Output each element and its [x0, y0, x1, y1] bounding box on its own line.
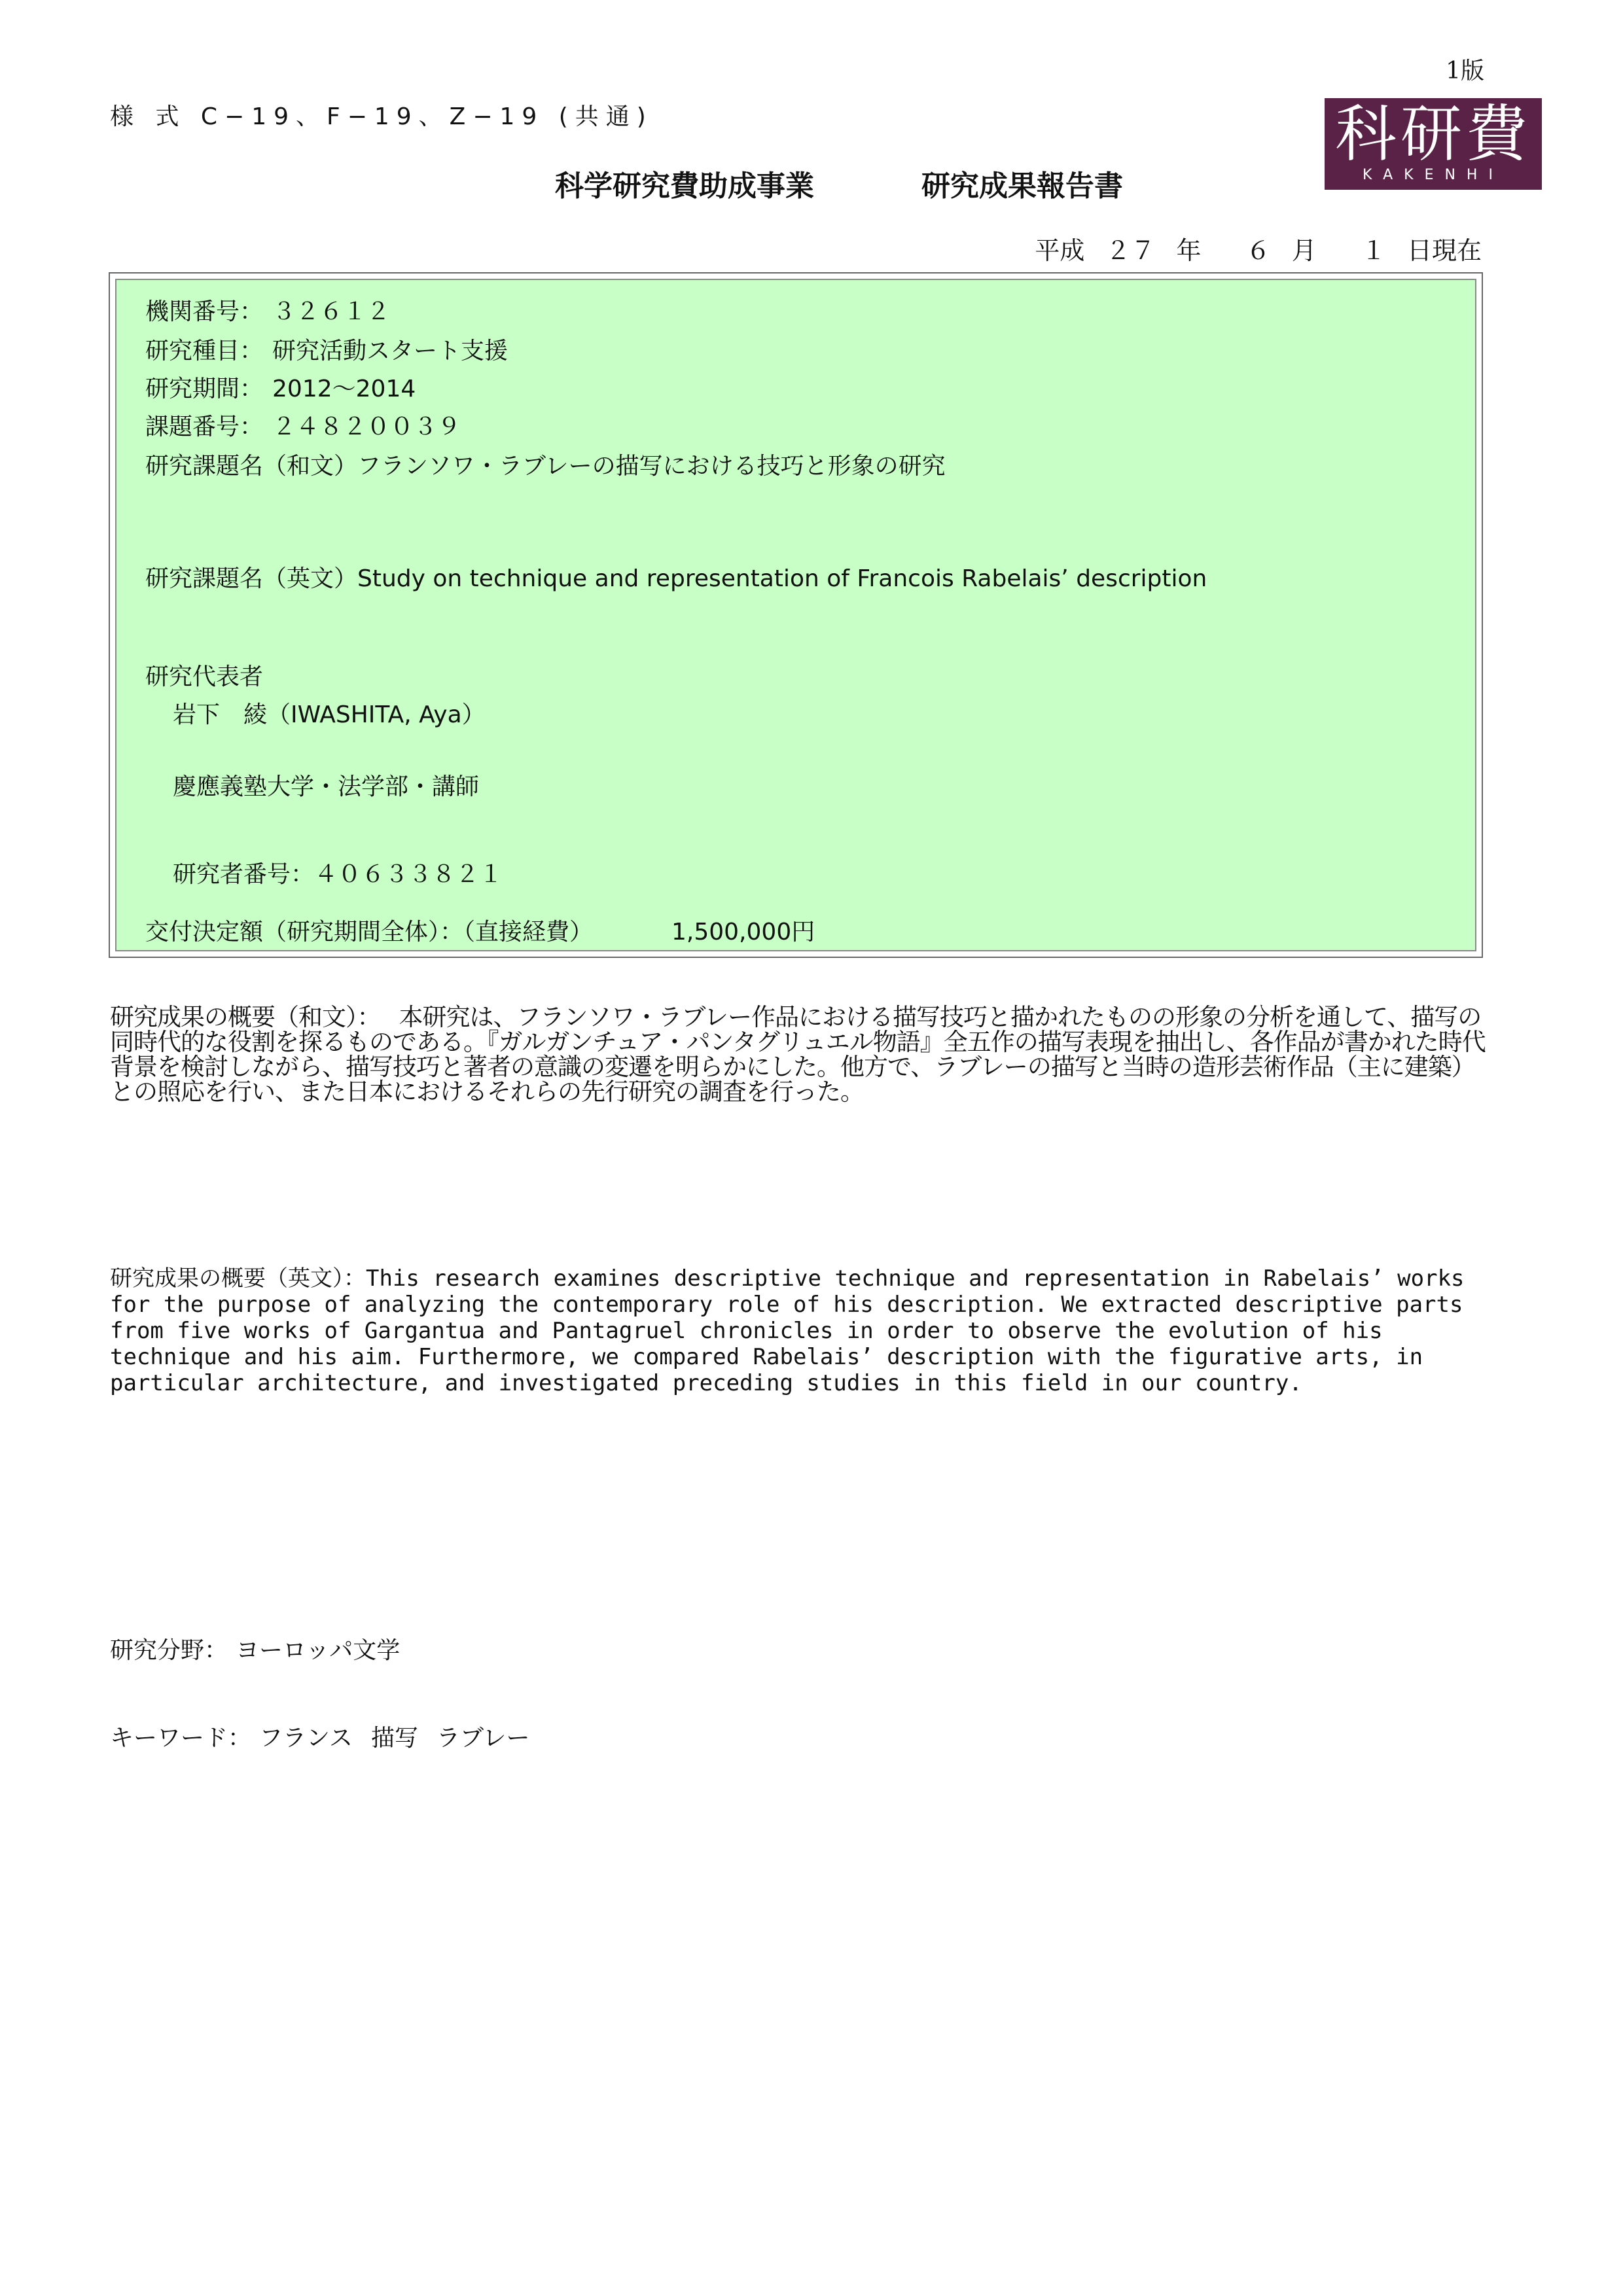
report-date — [1035, 230, 1482, 266]
abstract-english — [110, 1265, 1491, 1396]
pi-affiliation: 慶應義塾大学・法学部・講師 — [173, 773, 480, 800]
abstract-japanese — [110, 1005, 1491, 1104]
project-info-box — [109, 272, 1483, 958]
researcher-number-row — [173, 856, 503, 889]
grant-value: 1,500,000円 — [671, 919, 815, 945]
keyword-item: フランス — [259, 1725, 353, 1752]
kakenhi-logo — [1325, 98, 1542, 190]
keyword-item: ラブレー — [436, 1725, 530, 1752]
keywords-row — [110, 1720, 548, 1753]
date-day: １ — [1361, 236, 1386, 265]
date-day-unit: 日現在 — [1406, 236, 1482, 265]
abstract-ja-text: 本研究は、フランソワ・ラブレー作品における描写技巧と描かれたものの形象の分析を通して、描写の同時代的な役割を探るものである。『ガルガンチュア・パンタグリュエル物語』全五作の描写表現を抽出し、各作品が書かれた時代背景を検討しながら、描写技巧と著者の意識の変遷を明らかにした。他方で、ラブレーの描写と当時の造形芸術作品（主に建築）との照応を行い、また日本におけるそれらの先行研究の調査を行った。 — [110, 1003, 1486, 1106]
logo-roman: KAKENHI — [1363, 167, 1504, 183]
period-label: 研究期間： — [145, 376, 264, 402]
abstract-en-text: This research examines descriptive technique and representation in Rabelais’ works for the purpose of analyzing the contemporary role of his description. We extracted descriptive parts from five works of Gargantua and Pantagruel chronicles in order to observe the evolution of his technique and his aim. Furthermore, we compared Rabelais’ description with the figurative arts, in particular architecture, and investigated preceding studies in this field in our country. — [110, 1265, 1465, 1396]
institution-value: ３２６１２ — [272, 298, 391, 325]
keywords-label: キーワード： — [110, 1725, 252, 1752]
researcher-number-value: ４０６３３８２１ — [314, 861, 503, 888]
researcher-number-label: 研究者番号： — [173, 861, 315, 888]
field-value: ヨーロッパ文学 — [236, 1637, 401, 1664]
title-en-label: 研究課題名（英文） — [145, 565, 358, 592]
category-label: 研究種目： — [145, 338, 264, 364]
institution-label: 機関番号： — [145, 298, 264, 325]
abstract-en-label: 研究成果の概要（英文）： — [110, 1265, 366, 1292]
title-en-value: Study on technique and representation of Francois Rabelais’ description — [357, 565, 1207, 592]
date-month: ６ — [1245, 236, 1271, 265]
project-number-row — [145, 408, 461, 442]
date-month-unit: 月 — [1291, 236, 1317, 265]
grant-row — [145, 913, 815, 947]
project-number-label: 課題番号： — [145, 414, 264, 440]
title-ja-row — [145, 448, 946, 481]
project-info-panel — [115, 279, 1476, 951]
title-en-row — [145, 560, 1207, 593]
date-year: ２７ — [1105, 236, 1156, 265]
field-label: 研究分野： — [110, 1637, 228, 1664]
period-row — [145, 370, 416, 404]
title-ja-value: フランソワ・ラブレーの描写における技巧と形象の研究 — [357, 453, 946, 480]
report-title-type: 研究成果報告書 — [921, 169, 1123, 203]
keyword-item: 描写 — [370, 1725, 418, 1752]
abstract-ja-label: 研究成果の概要（和文）： — [110, 1003, 381, 1031]
institution-row — [145, 293, 390, 327]
category-value: 研究活動スタート支援 — [272, 338, 508, 364]
period-value: 2012～2014 — [272, 376, 416, 402]
research-field — [110, 1632, 400, 1665]
logo-kanji: 科研費 — [1334, 99, 1531, 170]
title-ja-label: 研究課題名（和文） — [145, 453, 358, 480]
report-title-program: 科学研究費助成事業 — [555, 169, 814, 203]
version-label: 1版 — [1446, 58, 1484, 84]
date-year-unit: 年 — [1176, 236, 1202, 265]
category-row — [145, 332, 508, 366]
pi-label: 研究代表者 — [145, 663, 264, 690]
form-code: 様 式 C−19、F−19、Z−19 (共通) — [110, 103, 653, 130]
pi-name: 岩下 綾（IWASHITA, Aya） — [173, 701, 486, 728]
project-number-value: ２４８２００３９ — [272, 414, 461, 440]
date-era: 平成 — [1035, 236, 1085, 265]
grant-label: 交付決定額（研究期間全体）：（直接経費） — [145, 919, 594, 945]
